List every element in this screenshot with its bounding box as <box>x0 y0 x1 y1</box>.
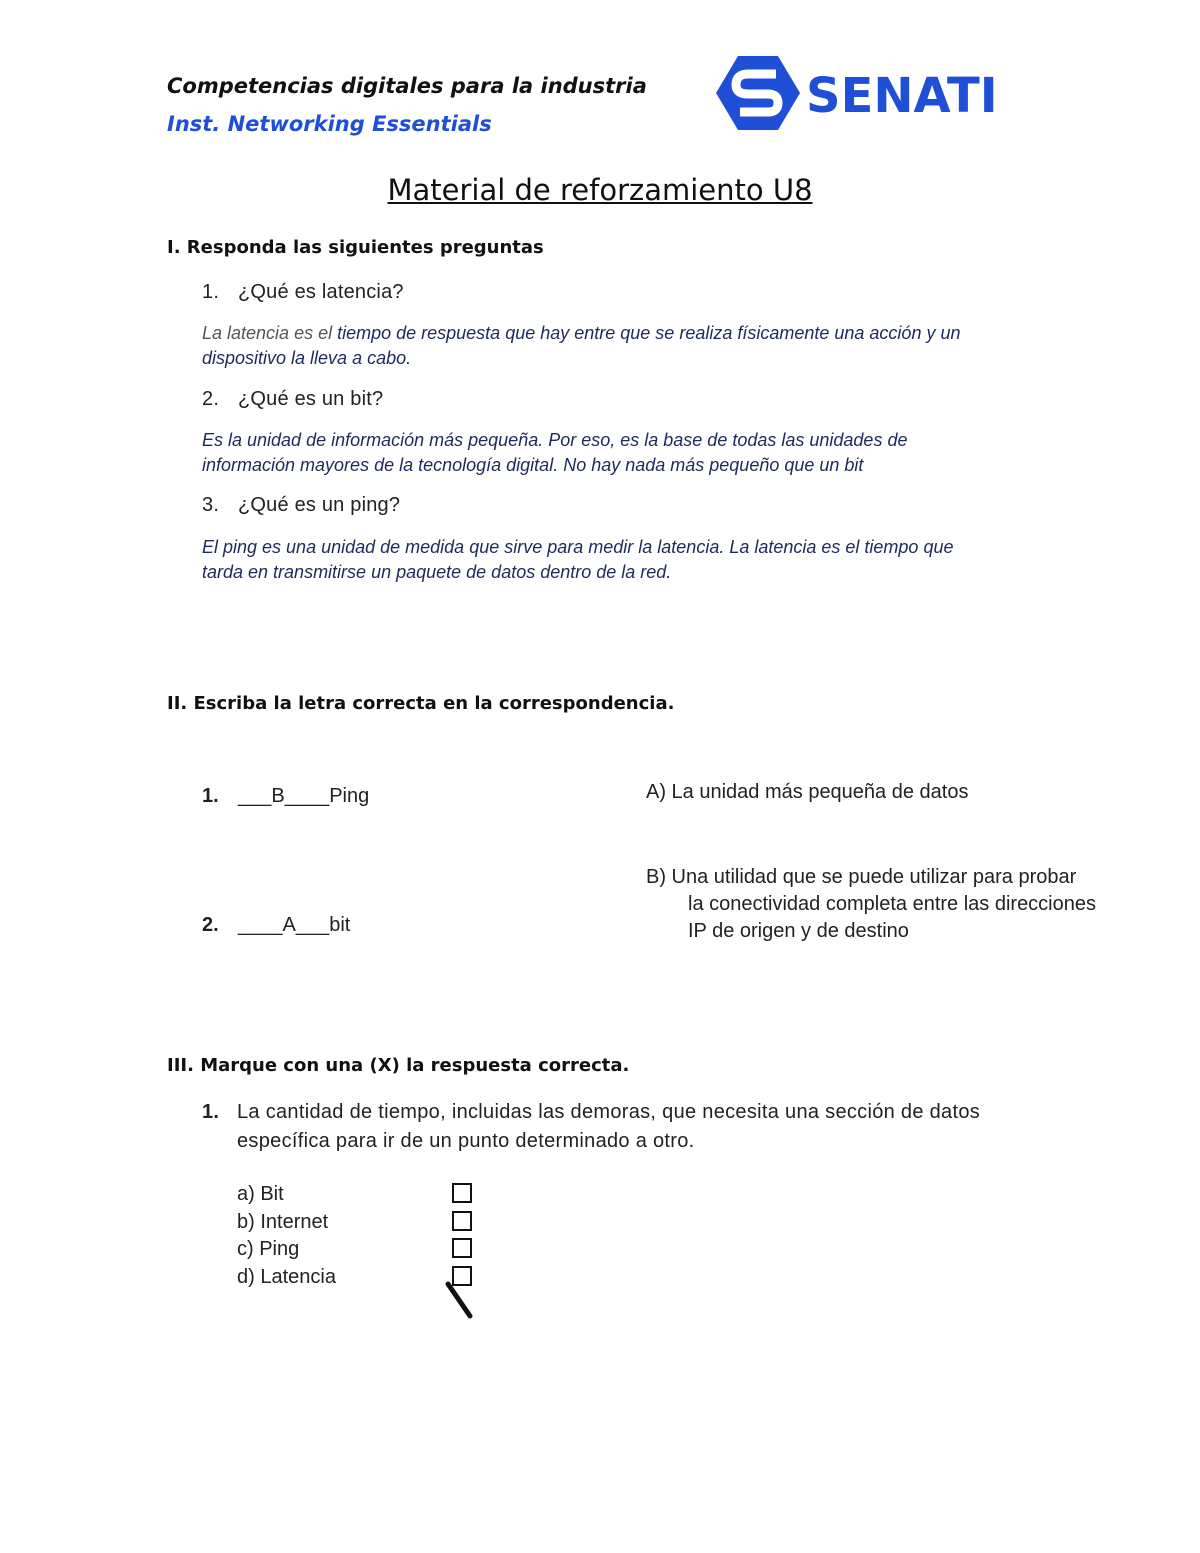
match-right-b-line-1: B) Una utilidad que se puede utilizar para probar <box>646 866 1077 888</box>
senati-logo-icon <box>716 56 800 130</box>
answer-3-line-2: tarda en transmitirse un paquete de datos dentro de la red. <box>202 562 672 582</box>
match-left-1-number: 1. <box>202 785 219 807</box>
section-1-heading: I. Responda las siguientes preguntas <box>167 237 544 258</box>
match-right-a <box>646 779 968 806</box>
option-a-checkbox[interactable] <box>452 1183 472 1203</box>
answer-1-line-1b: tiempo de respuesta que hay entre que se realiza físicamente una acción y un <box>332 323 961 343</box>
mc-question-number: 1. <box>202 1101 220 1123</box>
question-3-number: 3. <box>202 494 220 516</box>
answer-2 <box>202 428 1062 478</box>
course-title: Competencias digitales para la industria <box>167 74 647 98</box>
answer-3 <box>202 535 1062 585</box>
match-left-2-number: 2. <box>202 914 219 936</box>
answer-2-line-1: Es la unidad de información más pequeña. Por eso, es la base de todas las unidades de <box>202 430 908 450</box>
match-left-1 <box>202 785 369 808</box>
section-2-heading: II. Escriba la letra correcta en la correspondencia. <box>167 693 675 714</box>
option-a-label: a) Bit <box>237 1183 284 1205</box>
senati-logo <box>716 54 1016 132</box>
option-d-label: d) Latencia <box>237 1266 336 1288</box>
option-c-checkbox[interactable] <box>452 1238 472 1258</box>
option-b-checkbox[interactable] <box>452 1211 472 1231</box>
option-c-label: c) Ping <box>237 1238 300 1260</box>
mc-question-line-2: específica para ir de un punto determinado a otro. <box>237 1130 695 1152</box>
match-left-2-text: ____A___bit <box>238 914 351 936</box>
answer-1-line-1a: La latencia es el <box>202 323 333 343</box>
answer-3-line-1: El ping es una unidad de medida que sirve para medir la latencia. La latencia es el tiempo que <box>202 537 954 557</box>
answer-1 <box>202 321 1062 371</box>
match-left-2 <box>202 914 350 937</box>
match-right-a-line-1: A) La unidad más pequeña de datos <box>646 781 969 803</box>
question-3-text: ¿Qué es un ping? <box>238 494 401 516</box>
match-right-b <box>646 864 1096 945</box>
match-right-b-line-3: IP de origen y de destino <box>688 920 909 942</box>
mc-question-line-1: La cantidad de tiempo, incluidas las demoras, que necesita una sección de datos <box>237 1101 981 1123</box>
question-2-number: 2. <box>202 388 220 410</box>
match-left-1-text: ___B____Ping <box>238 785 370 807</box>
option-b-label: b) Internet <box>237 1211 329 1233</box>
institute-name: Inst. Networking Essentials <box>167 112 492 136</box>
question-1 <box>202 281 404 304</box>
mc-question <box>202 1098 1062 1156</box>
question-1-text: ¿Qué es latencia? <box>238 281 404 303</box>
match-right-b-line-2: la conectividad completa entre las direcciones <box>688 893 1096 915</box>
senati-logo-text: SENATI <box>806 68 998 124</box>
check-mark-icon <box>440 1276 480 1322</box>
page-title: Material de reforzamiento U8 <box>387 173 813 207</box>
question-1-number: 1. <box>202 281 220 303</box>
question-2-text: ¿Qué es un bit? <box>238 388 384 410</box>
question-2 <box>202 388 383 411</box>
answer-2-line-2: información mayores de la tecnología digital. No hay nada más pequeño que un bit <box>202 455 864 475</box>
section-3-heading: III. Marque con una (X) la respuesta correcta. <box>167 1055 630 1076</box>
answer-1-line-2: dispositivo la lleva a cabo. <box>202 348 412 368</box>
question-3 <box>202 494 400 517</box>
